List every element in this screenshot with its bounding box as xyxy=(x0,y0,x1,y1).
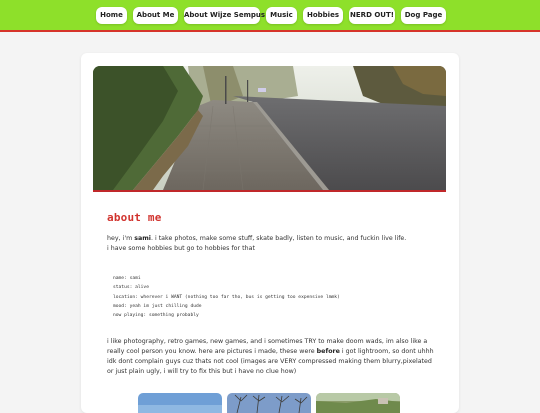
photo-thumbnail-2[interactable] xyxy=(227,393,311,413)
nav-hobbies-button[interactable]: Hobbies xyxy=(303,7,343,24)
stat-mood: mood: yeah im just chilling dude xyxy=(113,303,202,309)
photography-bold-word: before xyxy=(316,348,340,355)
photography-text-end: i got lightroom, so dont uhhh idk dont complain guys cuz thats not cool (images are VERY compressed making them blurry,pixelated or just plain ugly, i will try to fix this but i have no clue how) xyxy=(107,348,434,375)
top-navigation-bar xyxy=(0,0,540,32)
profile-stats-block xyxy=(113,274,340,320)
street-photo-image xyxy=(93,66,446,190)
intro-text-end: . i take photos, make some stuff, skate badly, listen to music, and fuckin live life. xyxy=(150,235,407,242)
intro-text-start: hey, i'm xyxy=(107,235,135,242)
intro-hobbies-line: i have some hobbies but go to hobbies for that xyxy=(107,245,255,252)
photography-text-start: i like photography, retro games, new games, and i sometimes TRY to make doom wads, im also like a really cool person you know. here are pictures i made, these were xyxy=(107,338,428,355)
nav-nerd-out-button[interactable]: NERD OUT! xyxy=(349,7,395,24)
content-card xyxy=(81,53,459,413)
photography-paragraph xyxy=(107,337,439,377)
stat-location: location: wherever i WANT (nothing too far tho, bus is getting too expensive lmmk) xyxy=(113,294,340,300)
sky-photo-image xyxy=(138,393,222,413)
trees-photo-image xyxy=(227,393,311,413)
photo-gallery xyxy=(138,393,408,413)
about-me-heading: about me xyxy=(107,211,162,224)
garden-photo-image xyxy=(316,393,400,413)
intro-paragraph xyxy=(107,234,437,254)
intro-name: sami xyxy=(134,235,151,242)
photo-thumbnail-1[interactable] xyxy=(138,393,222,413)
stat-status: status: alive xyxy=(113,285,149,291)
photo-thumbnail-3[interactable] xyxy=(316,393,400,413)
stat-name: name: sami xyxy=(113,276,141,281)
nav-home-button[interactable]: Home xyxy=(96,7,127,24)
main-nav xyxy=(0,7,540,24)
nav-music-button[interactable]: Music xyxy=(266,7,297,24)
nav-about-wijze-sempus-button[interactable]: About Wijze Sempus xyxy=(184,7,260,24)
nav-dog-page-button[interactable]: Dog Page xyxy=(401,7,446,24)
stat-now-playing: now playing: something probably xyxy=(113,313,199,319)
banner-photo xyxy=(93,66,446,192)
nav-about-me-button[interactable]: About Me xyxy=(133,7,178,24)
